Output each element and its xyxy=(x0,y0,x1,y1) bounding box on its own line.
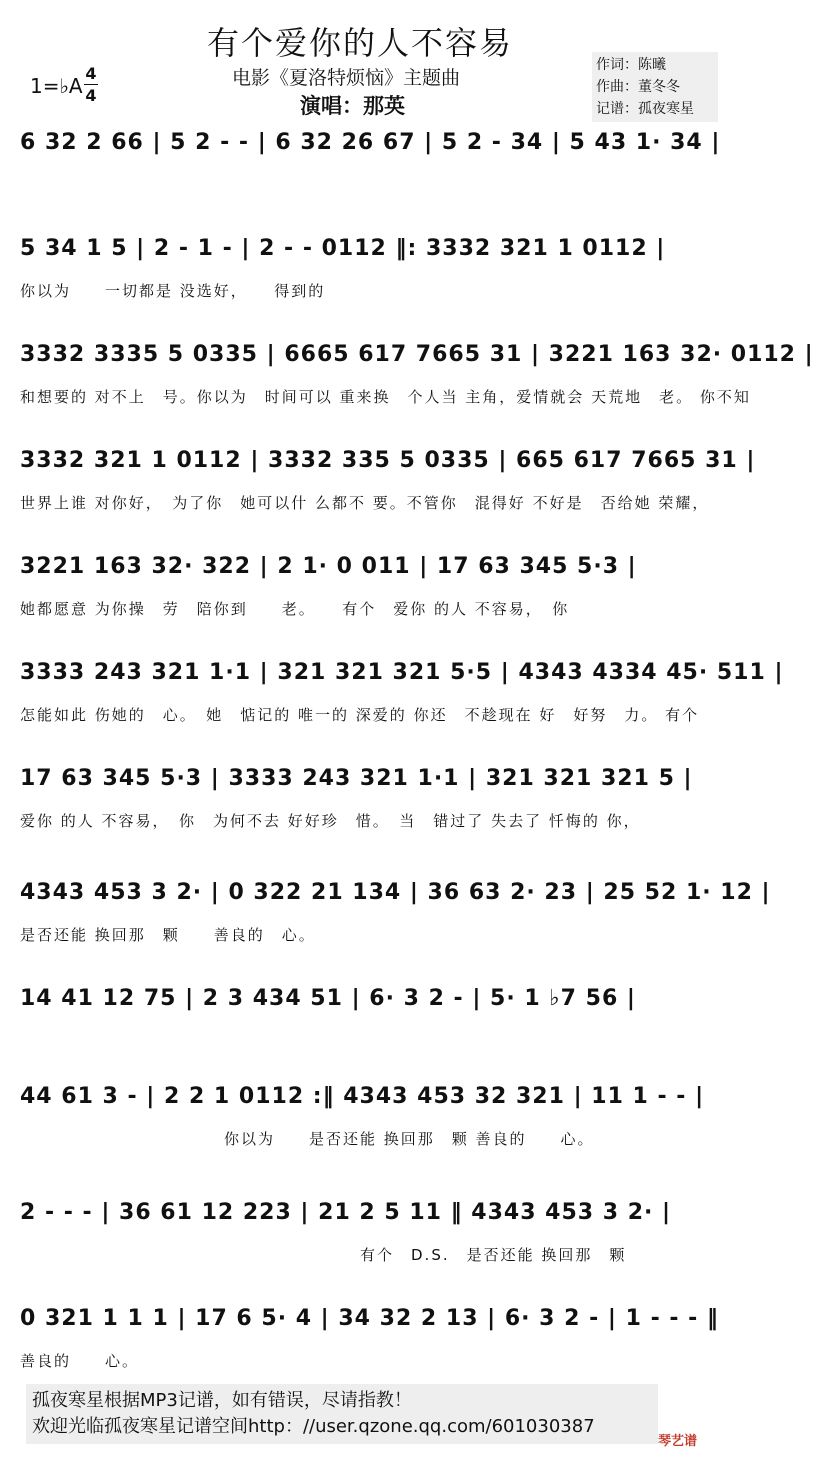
notation: 4343 453 3 2· | 0 322 21 134 | 36 63 2· 23 | 25 52 1· 12 | xyxy=(20,880,771,905)
notation: 44 61 3 - | 2 2 1 0112 :‖ 4343 453 32 321 | 11 1 - - | xyxy=(20,1084,705,1109)
time-signature-top: 4 xyxy=(85,64,97,83)
lyrics: 她都愿意 为你操 劳 陪你到 老。 有个 爱你 的人 不容易， 你 xyxy=(20,600,570,618)
score-line xyxy=(20,130,721,222)
notation: 6 32 2 66 | 5 2 - - | 6 32 26 67 | 5 2 - 34 | 5 43 1· 34 | xyxy=(20,130,721,155)
notation: 5 34 1 5 | 2 - 1 - | 2 - - 0112 ‖: 3332 321 1 0112 | xyxy=(20,236,666,261)
footer-line-2: 欢迎光临孤夜寒星记谱空间http：//user.qzone.qq.com/601030387 xyxy=(32,1416,595,1437)
lyrics: 和想要的 对不上 号。你以为 时间可以 重来换 个人当 主角，爱情就会 天荒地 老。 你不知 xyxy=(20,388,751,406)
time-signature xyxy=(84,64,98,105)
key-signature: 1=♭A xyxy=(30,74,83,98)
lyrics: 有个 D.S. 是否还能 换回那 颗 xyxy=(20,1246,627,1264)
lyrics: 爱你 的人 不容易， 你 为何不去 好好珍 惜。 当 错过了 失去了 忏悔的 你， xyxy=(20,812,641,830)
lyrics: 世界上谁 对你好， 为了你 她可以什 么都不 要。不管你 混得好 不好是 否给她 荣耀， xyxy=(20,494,710,512)
notation: 0 321 1 1 1 | 17 6 5· 4 | 34 32 2 13 | 6· 3 2 - | 1 - - - ‖ xyxy=(20,1306,719,1331)
lyrics: 是否还能 换回那 颗 善良的 心。 xyxy=(20,926,316,944)
notation: 17 63 345 5·3 | 3333 243 321 1·1 | 321 321 321 5 | xyxy=(20,766,693,791)
credit-lyricist: 作词：陈曦 xyxy=(596,57,666,73)
time-signature-divider xyxy=(84,84,98,85)
lyrics: 你以为 一切都是 没选好， 得到的 xyxy=(20,282,326,300)
singer: 演唱：那英 xyxy=(300,94,405,118)
notation: 3332 321 1 0112 | 3332 335 5 0335 | 665 617 7665 31 | xyxy=(20,448,756,473)
notation: 3333 243 321 1·1 | 321 321 321 5·5 | 4343 4334 45· 511 | xyxy=(20,660,784,685)
credits-box xyxy=(592,52,718,122)
score-line xyxy=(20,1200,710,1292)
song-title: 有个爱你的人不容易 xyxy=(206,24,513,62)
song-subtitle: 电影《夏洛特烦恼》主题曲 xyxy=(232,67,461,89)
lyrics: 怎能如此 伤她的 心。 她 惦记的 唯一的 深爱的 你还 不趁现在 好 好努 力。 有个 xyxy=(20,706,700,724)
score-line xyxy=(20,880,771,972)
lyrics: 你以为 是否还能 换回那 颗 善良的 心。 xyxy=(20,1130,595,1148)
site-logo: 琴艺谱 xyxy=(658,1434,698,1449)
lyrics: 善良的 心。 xyxy=(20,1352,140,1370)
score-line xyxy=(20,236,710,328)
notation: 2 - - - | 36 61 12 223 | 21 2 5 11 ‖ 4343 453 3 2· | xyxy=(20,1200,672,1225)
footer-line-1: 孤夜寒星根据MP3记谱，如有错误，尽请指教！ xyxy=(32,1390,412,1411)
score-line xyxy=(20,986,710,1078)
score-line xyxy=(20,448,756,540)
score-line xyxy=(20,342,814,434)
time-signature-bottom: 4 xyxy=(85,86,97,105)
score-line xyxy=(20,766,710,858)
credit-transcriber: 记谱：孤夜寒星 xyxy=(596,101,694,117)
footer-note xyxy=(26,1384,658,1444)
notation: 3221 163 32· 322 | 2 1· 0 011 | 17 63 345 5·3 | xyxy=(20,554,637,579)
score-line xyxy=(20,554,710,646)
score-line xyxy=(20,1084,710,1176)
credit-composer: 作曲：董冬冬 xyxy=(596,79,680,95)
score-line xyxy=(20,660,784,752)
notation: 3332 3335 5 0335 | 6665 617 7665 31 | 3221 163 32· 0112 | xyxy=(20,342,814,367)
notation: 14 41 12 75 | 2 3 434 51 | 6· 3 2 - | 5· 1 ♭7 56 | xyxy=(20,986,636,1011)
